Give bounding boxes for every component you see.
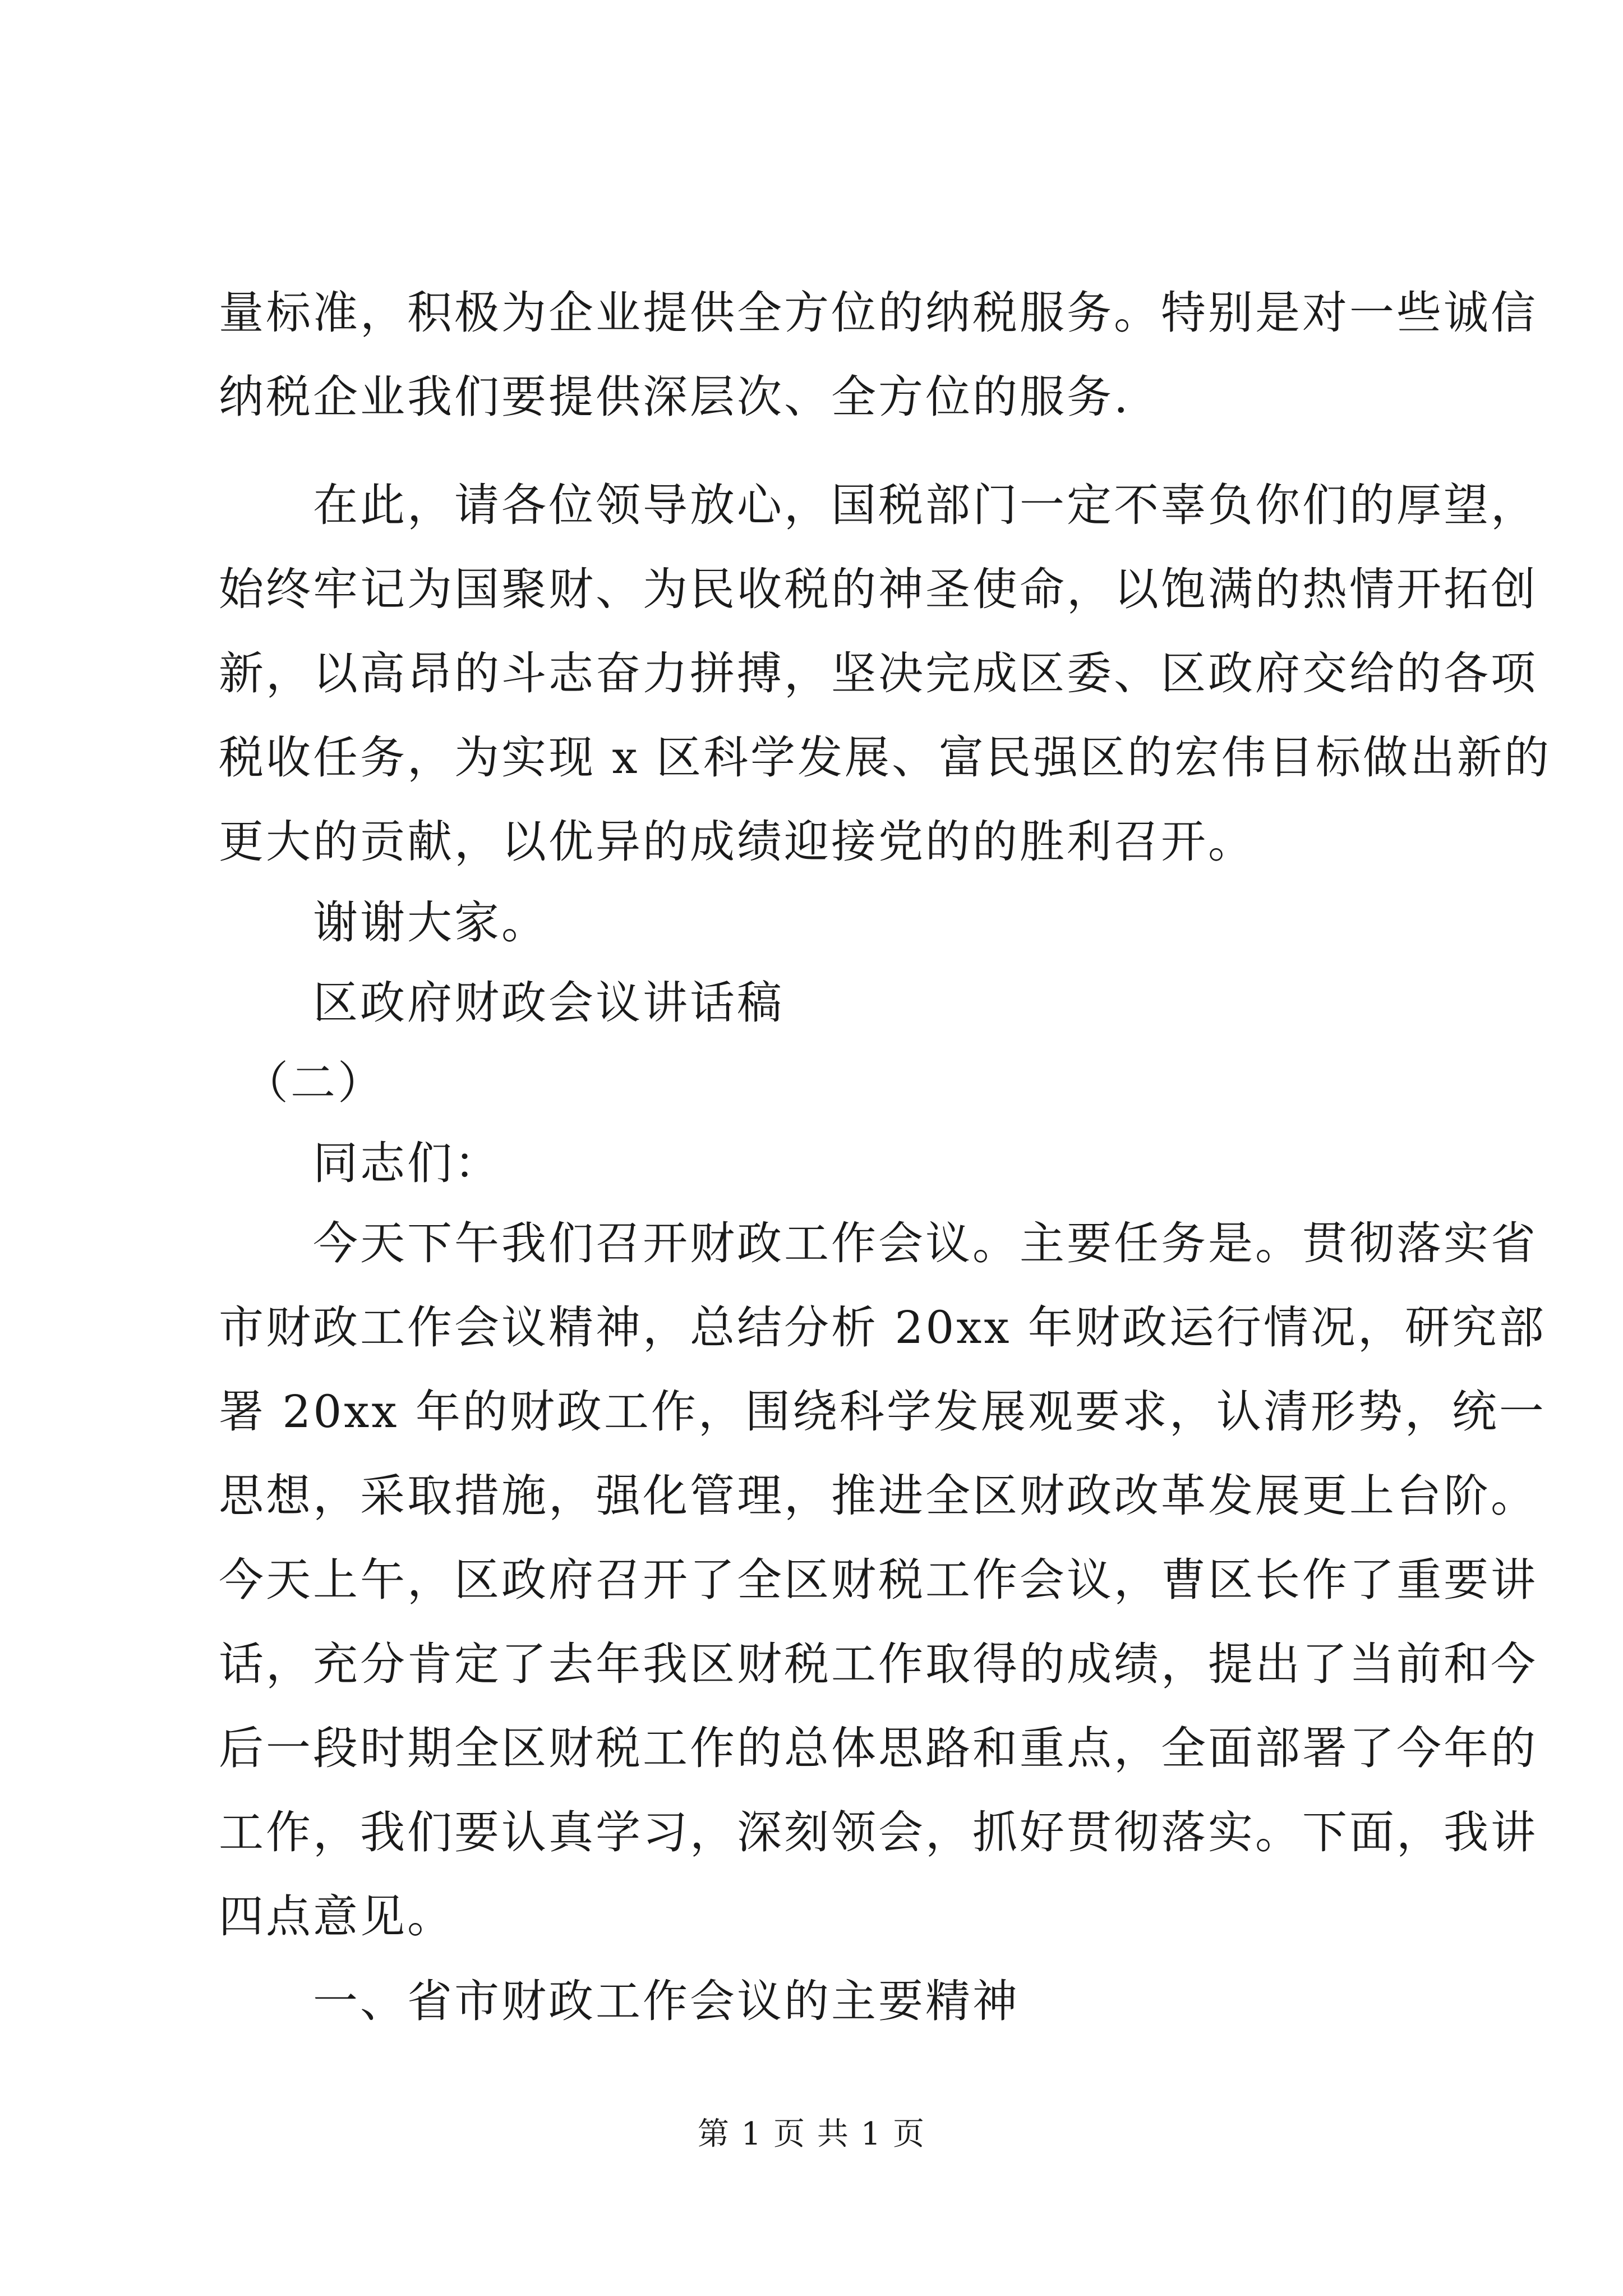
salutation: 同志们： [219,1137,501,1189]
text-line: 谢谢大家。 [219,896,548,949]
text-line: 今天上午，区政府召开了全区财税工作会议，曹区长作了重要讲 [219,1554,1538,1606]
text-line: 工作，我们要认真学习，深刻领会，抓好贯彻落实。下面，我讲 [219,1806,1538,1858]
text-line: 署 20xx 年的财政工作，围绕科学发展观要求，认清形势，统一 [219,1386,1546,1438]
text-line: 量标准，积极为企业提供全方位的纳税服务。特别是对一些诚信 [219,287,1538,339]
text-line: 话，充分肯定了去年我区财税工作取得的成绩，提出了当前和今 [219,1638,1538,1690]
text-line: 纳税企业我们要提供深层次、全方位的服务. [219,371,1131,423]
text-line: 更大的贡献，以优异的成绩迎接党的的胜利召开。 [219,816,1255,868]
text-line: 新，以高昂的斗志奋力拼搏，坚决完成区委、区政府交给的各项 [219,647,1538,700]
text-line: 思想，采取措施，强化管理，推进全区财政改革发展更上台阶。 [219,1470,1538,1522]
text-line: 今天下午我们召开财政工作会议。主要任务是。贯彻落实省 [219,1217,1538,1269]
text-line: 税收任务，为实现 x 区科学发展、富民强区的宏伟目标做出新的 [219,731,1551,784]
section-title: 区政府财政会议讲话稿 [219,977,784,1029]
section-heading: 一、省市财政工作会议的主要精神 [219,1975,1020,2027]
text-line: 市财政工作会议精神，总结分析 20xx 年财政运行情况，研究部 [219,1301,1546,1354]
section-number: （二） [219,1057,385,1109]
text-line: 后一段时期全区财税工作的总体思路和重点，全面部署了今年的 [219,1722,1538,1774]
text-line: 始终牢记为国聚财、为民收税的神圣使命，以饱满的热情开拓创 [219,563,1538,615]
text-line: 四点意见。 [219,1890,454,1943]
text-line: 在此，请各位领导放心，国税部门一定不辜负你们的厚望， [219,479,1538,531]
page-footer: 第 1 页 共 1 页 [697,2116,926,2152]
